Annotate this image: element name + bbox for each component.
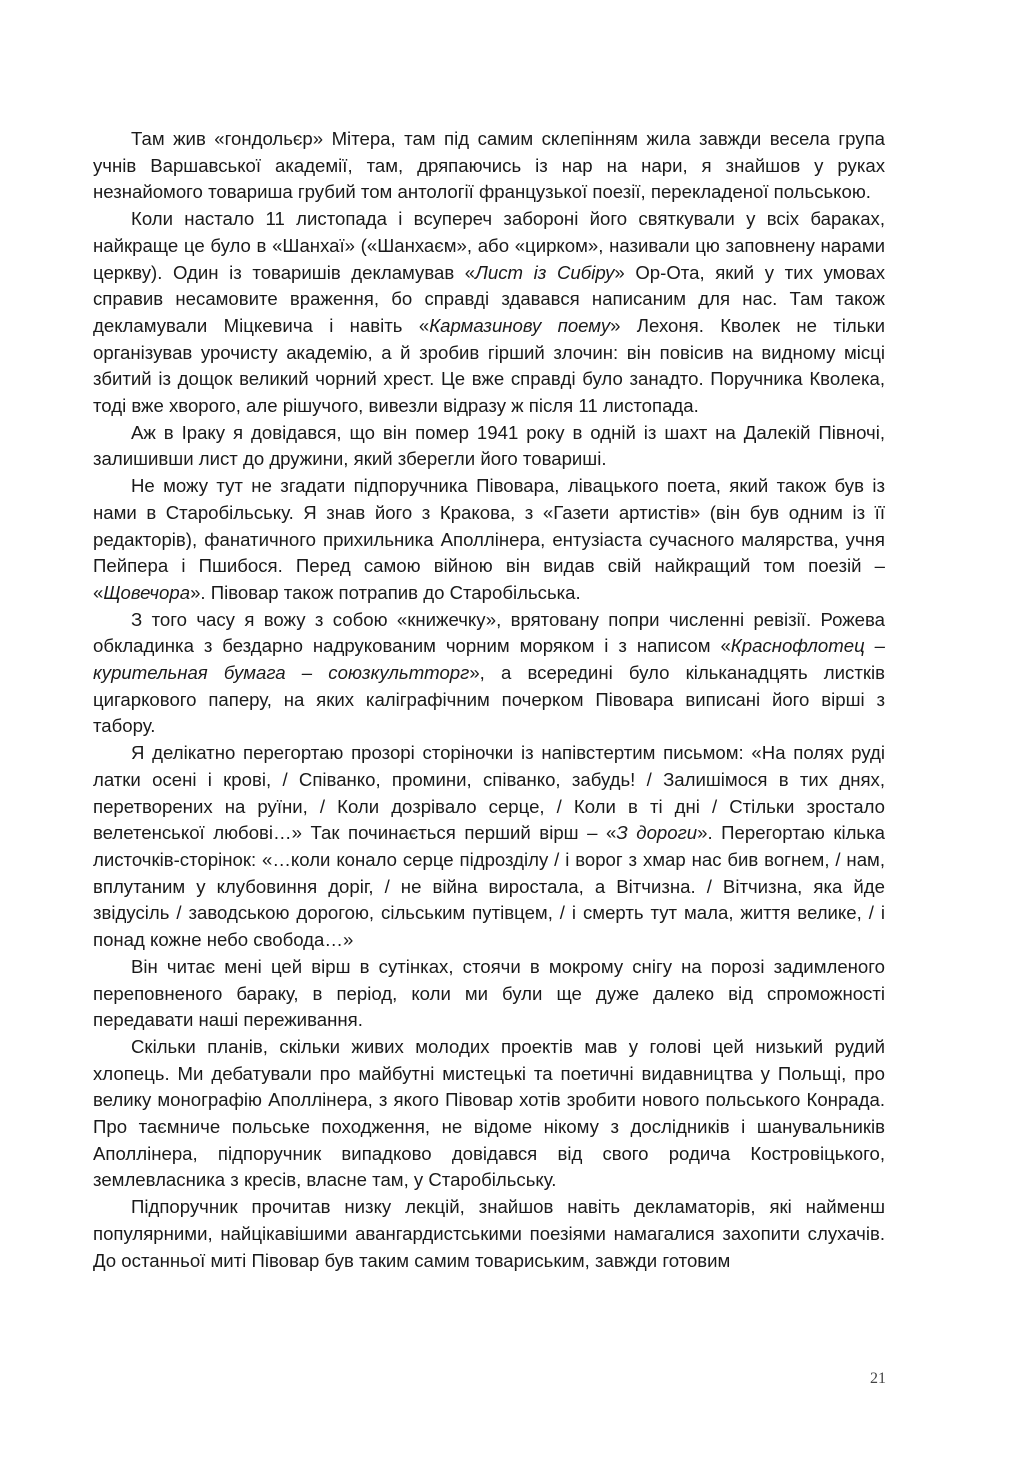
- text-run: З того часу я вожу з собою «книжечку», врятовану попри численні ревізії. Рожева обкладинка з бездарно надрукованим чорним моряком і з написом «: [93, 608, 885, 657]
- text-run: Коли настало 11 листопада і всупереч забороні його святкували у всіх бараках, найкраще це було в «Шанхаї» («Шанхаєм», або «цирком», називали цю заповнену нарами церкву). Один із товаришів декламував «: [93, 208, 885, 283]
- italic-title: Кармазинову поему: [429, 314, 611, 336]
- paragraph: [93, 420, 885, 473]
- text-run: Я делікатно перегортаю прозорі сторіночки із напівстертим письмом: «На полях руді латки осені і крові, / Співанко, промини, співанко, забудь! / Залишімося в тих днях, перетворених на руїни, / Коли дозрівало серце, / Коли в ті дні / Стільки зростало велетенської любові…» Так починається перший вірш – «: [93, 742, 885, 844]
- paragraph: [93, 473, 885, 607]
- text-run: ». Перегортаю кілька листочків-сторінок: «…коли конало серце підрозділу / і ворог з хмар нас бив вогнем, / нам, вплутаним у клубовиння доріг, / не війна виростала, а Вітчизна. / Вітчизна, яка йде звідусіль / заводською дорогою, сільським путівцем, / і смерть тут мала, життя велике, / і понад кожне небо свобода…»: [93, 822, 886, 951]
- text-run: Підпоручник прочитав низку лекцій, знайшов навіть декламаторів, які найменш популярними, найцікавішими авангардистськими поезіями намагалися захопити слухачів. До останньої миті Півовар був таким самим товариським, завжди готовим: [93, 1196, 885, 1271]
- text-run: Аж в Іраку я довідався, що він помер 1941 року в одній із шахт на Далекій Півночі, залишивши лист до дружини, який зберегли його товариші.: [93, 421, 885, 470]
- text-run: » Лехоня. Кволек не тільки організував урочисту академію, а й зробив гірший злочин: він повісив на видному місці збитий із дощок великий чорний хрест. Це вже справді було занадто. Поручника Кволека, тоді вже хворого, але рішучого, вивезли відразу ж після 11 листопада.: [93, 314, 885, 417]
- paragraph: [93, 607, 885, 741]
- paragraph: [93, 954, 885, 1034]
- italic-title: Щовечора: [103, 581, 191, 603]
- text-run: ». Півовар також потрапив до Старобільська.: [190, 581, 581, 603]
- text-run: » Ор-Ота, який у тих умовах справив несамовите враження, бо справді здавався написаним для нас. Там також декламували Міцкевича і навіть «: [93, 261, 885, 336]
- italic-title: Краснофлотец – курительная бумага – союзкультторг: [93, 635, 885, 684]
- paragraph: [93, 1034, 885, 1194]
- paragraph: [93, 740, 885, 954]
- italic-title: Лист із Сибіру: [475, 261, 615, 283]
- italic-title: З дороги: [616, 822, 698, 844]
- text-run: Він читає мені цей вірш в сутінках, стоячи в мокрому снігу на порозі задимленого переповненого бараку, в період, коли ми були ще дуже далеко від спроможності передавати наші переживання.: [93, 955, 885, 1031]
- text-run: Не можу тут не згадати підпоручника Півовара, лівацького поета, який також був із нами в Старобільську. Я знав його з Кракова, з «Газети артистів» (він був одним із її редакторів), фанатичного прихильника Аполлінера, ентузіаста сучасного малярства, учня Пейпера і Пшибося. Перед самою війною він видав свій найкращий том поезій – «: [93, 475, 885, 603]
- text-run: Там жив «гондольєр» Мітера, там під самим склепінням жила завжди весела група учнів Варшавської академії, там, дряпаючись із нар на нари, я знайшов у руках незнайомого товариша грубий том антології французької поезії, перекладеної польською.: [93, 128, 885, 203]
- text-run: Скільки планів, скільки живих молодих проектів мав у голові цей низький рудий хлопець. Ми дебатували про майбутні мистецькі та поетичні видавництва у Польщі, про велику монографію Аполлінера, з якого Півовар хотів зробити нового польського Конрада. Про таємниче польське походження, не відоме нікому з дослідників і шанувальників Аполлінера, підпоручник випадково довідався від свого родича Костровіцького, землевласника з кресів, власне там, у Старобільську.: [93, 1035, 885, 1191]
- paragraph: [93, 126, 885, 206]
- paragraph: [93, 206, 885, 420]
- body-text: [93, 126, 885, 1274]
- page-number: 21: [870, 1370, 886, 1387]
- text-run: », а всередині було кільканадцять листків цигаркового паперу, на яких каліграфічним почерком Півовара виписані його вірші з табору.: [93, 662, 885, 737]
- paragraph: [93, 1194, 885, 1274]
